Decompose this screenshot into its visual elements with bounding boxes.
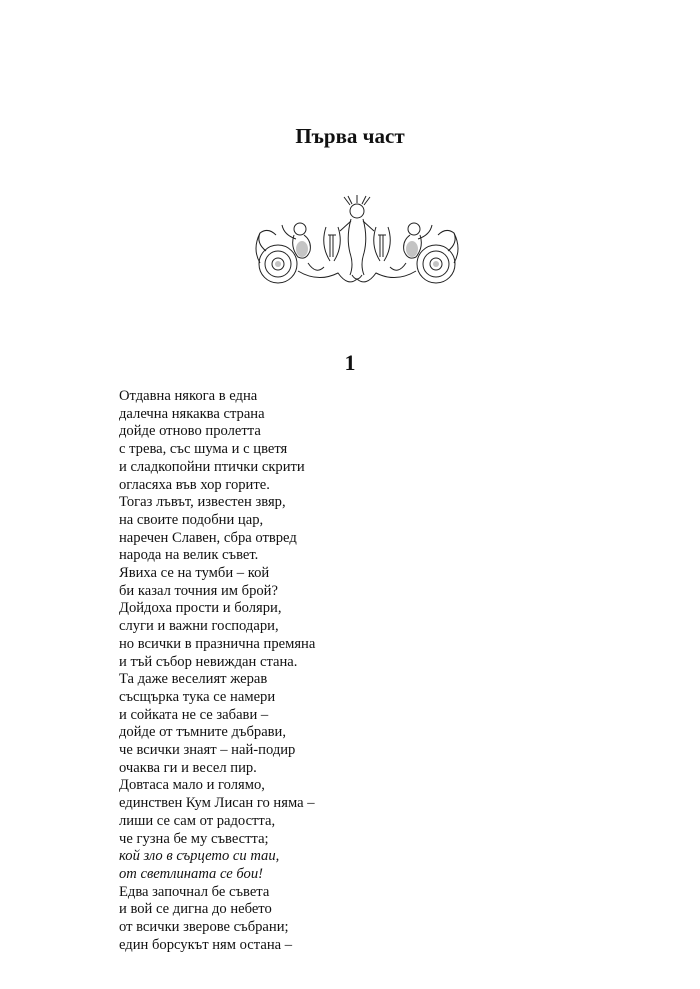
poem-line: единствен Кум Лисан го няма – [119,795,315,812]
poem-stanza [119,388,379,955]
poem-line: че гузна бе му съвестта; [119,830,269,847]
poem-line: би казал точния им брой? [119,582,278,599]
poem-line: един борсукът ням остана – [119,936,293,953]
poem-line: слуги и важни господари, [119,618,279,635]
poem-line: Отдавна някога в една [119,388,258,404]
poem-line: и вой се дигна до небето [119,901,272,918]
poem-line: Едва започнал бе съвета [119,883,270,900]
poem-line: дойде от тъмните дъбрави, [119,724,287,741]
poem-line: Дойдоха прости и боляри, [119,600,282,617]
poem-line: че всички знаят – най-подир [119,742,296,759]
poem-line: Довтаса мало и голямо, [119,777,265,794]
poem-line: Тогаз лъвът, известен звяр, [119,494,286,511]
poem-line: очаква ги и весел пир. [119,759,257,776]
poem-line: Та даже веселият жерав [119,671,268,688]
poem-line: народа на велик съвет. [119,547,259,564]
poem-line: лиши се сам от радостта, [119,812,276,829]
poem-line: и тъй събор невиждан стана. [119,653,298,670]
poem-line: с трева, със шума и с цветя [119,441,288,458]
poem-line: на своите подобни цар, [119,511,264,528]
poem-line: от всички зверове събрани; [119,919,289,936]
page-title: Първа част [295,124,405,148]
poem-line: далечна някаква страна [119,405,265,422]
poem-line: и сойката не се забави – [119,706,269,723]
chapter-number: 1 [344,350,356,375]
poem-line: кой зло в сърцето си таи, [119,848,280,865]
engraved-cherubs-ornament-icon [238,191,476,299]
poem-line: и сладкопойни птички скрити [119,458,305,475]
poem-line: дойде отново пролетта [119,423,261,440]
poem-line: Явиха се на тумби – кой [119,565,270,582]
poem-line: от светлината се бои! [119,865,263,882]
poem-line: но всички в празнична премяна [119,635,316,652]
poem-line: наречен Славен, сбра отвред [119,529,297,546]
poem-line: съсщъркa тука се намери [119,688,276,705]
poem-line: огласяха във хор горите. [119,476,270,493]
